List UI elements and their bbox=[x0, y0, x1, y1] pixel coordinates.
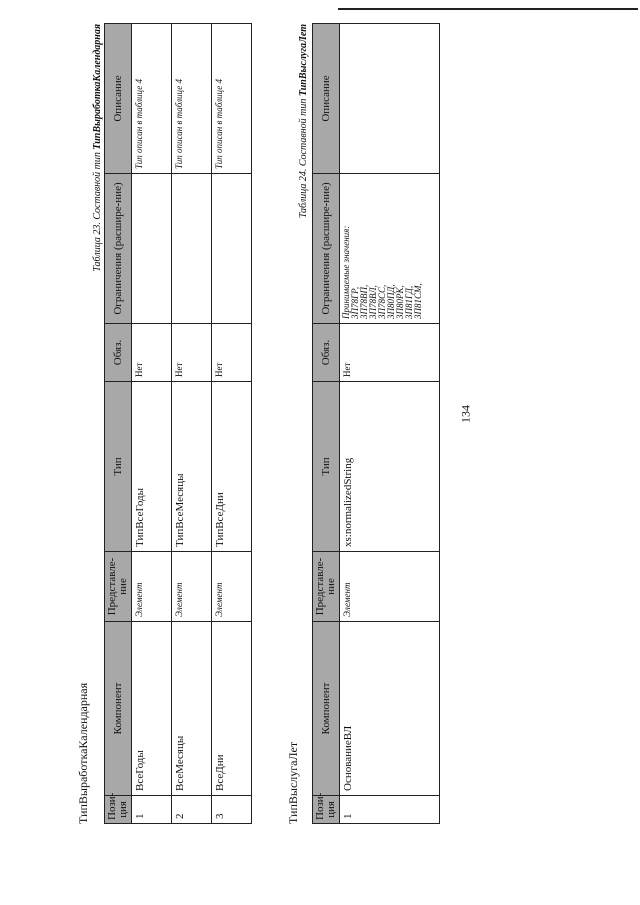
cell-component: ВсеДни bbox=[212, 622, 252, 796]
constraint-value: 3П80РК, bbox=[395, 285, 405, 319]
constraint-value: 3П81ГД, bbox=[404, 285, 414, 319]
table-caption-24: Таблица 24. Составной тип ТипВыслугаЛет bbox=[298, 24, 309, 219]
header-representation: Представле-ние bbox=[105, 552, 132, 622]
constraint-value: 3П81СМ, bbox=[413, 283, 423, 319]
table-row bbox=[340, 24, 440, 824]
cell-representation: Элемент bbox=[340, 552, 440, 622]
top-rule bbox=[338, 8, 638, 10]
table-row bbox=[172, 24, 212, 824]
header-type: Тип bbox=[313, 382, 340, 552]
header-component: Компонент bbox=[313, 622, 340, 796]
header-required: Обяз. bbox=[105, 324, 132, 382]
cell-description: Тип описан в таблице 4 bbox=[212, 24, 252, 174]
header-required: Обяз. bbox=[313, 324, 340, 382]
table-header-row bbox=[105, 24, 132, 824]
cell-type: ТипВсеГоды bbox=[132, 382, 172, 552]
header-constraints: Ограничения (расшире-ние) bbox=[313, 174, 340, 324]
cell-constraints bbox=[132, 174, 172, 324]
cell-position: 2 bbox=[172, 796, 212, 824]
header-constraints: Ограничения (расшире-ние) bbox=[105, 174, 132, 324]
header-description: Описание bbox=[313, 24, 340, 174]
cell-component: ОснованиеВЛ bbox=[340, 622, 440, 796]
cell-position: 1 bbox=[340, 796, 440, 824]
header-position: Пози-ция bbox=[105, 796, 132, 824]
cell-description: Тип описан в таблице 4 bbox=[132, 24, 172, 174]
cell-type: ТипВсеДни bbox=[212, 382, 252, 552]
cell-description: Тип описан в таблице 4 bbox=[172, 24, 212, 174]
page-number: 134 bbox=[458, 405, 473, 423]
header-representation: Представле-ние bbox=[313, 552, 340, 622]
cell-constraints bbox=[212, 174, 252, 324]
cell-position: 1 bbox=[132, 796, 172, 824]
cell-position: 3 bbox=[212, 796, 252, 824]
table-23 bbox=[104, 23, 252, 824]
header-description: Описание bbox=[105, 24, 132, 174]
cell-component: ВсеМесяцы bbox=[172, 622, 212, 796]
table-24 bbox=[312, 23, 440, 824]
section-title-2: ТипВыслугаЛет bbox=[286, 741, 300, 824]
cell-representation: Элемент bbox=[132, 552, 172, 622]
cell-constraints bbox=[340, 174, 440, 324]
table-caption-23: Таблица 23. Составной тип ТипВыработкаКалендарная bbox=[92, 24, 103, 272]
cell-type: xs:normalizedString bbox=[340, 382, 440, 552]
table-row bbox=[212, 24, 252, 824]
header-component: Компонент bbox=[105, 622, 132, 796]
constraint-value: 3П78ВП, bbox=[359, 284, 369, 319]
constraint-value: 3П78СС, bbox=[377, 284, 387, 319]
cell-required: Нет bbox=[132, 324, 172, 382]
constraint-value: 3П80ПД, bbox=[386, 284, 396, 319]
cell-representation: Элемент bbox=[172, 552, 212, 622]
table-row bbox=[132, 24, 172, 824]
section-title-1: ТипВыработкаКалендарная bbox=[76, 682, 90, 824]
constraint-value: 3П78ГР, bbox=[350, 286, 360, 319]
cell-required: Нет bbox=[212, 324, 252, 382]
table-header-row bbox=[313, 24, 340, 824]
cell-type: ТипВсеМесяцы bbox=[172, 382, 212, 552]
constraints-title: Принимаемые значения: bbox=[341, 225, 351, 319]
cell-required: Нет bbox=[172, 324, 212, 382]
cell-description bbox=[340, 24, 440, 174]
rotated-page-content bbox=[74, 24, 454, 824]
cell-component: ВсеГоды bbox=[132, 622, 172, 796]
cell-constraints bbox=[172, 174, 212, 324]
header-type: Тип bbox=[105, 382, 132, 552]
header-position: Пози-ция bbox=[313, 796, 340, 824]
cell-required: Нет bbox=[340, 324, 440, 382]
constraint-value: 3П78ВЛ, bbox=[368, 285, 378, 319]
cell-representation: Элемент bbox=[212, 552, 252, 622]
